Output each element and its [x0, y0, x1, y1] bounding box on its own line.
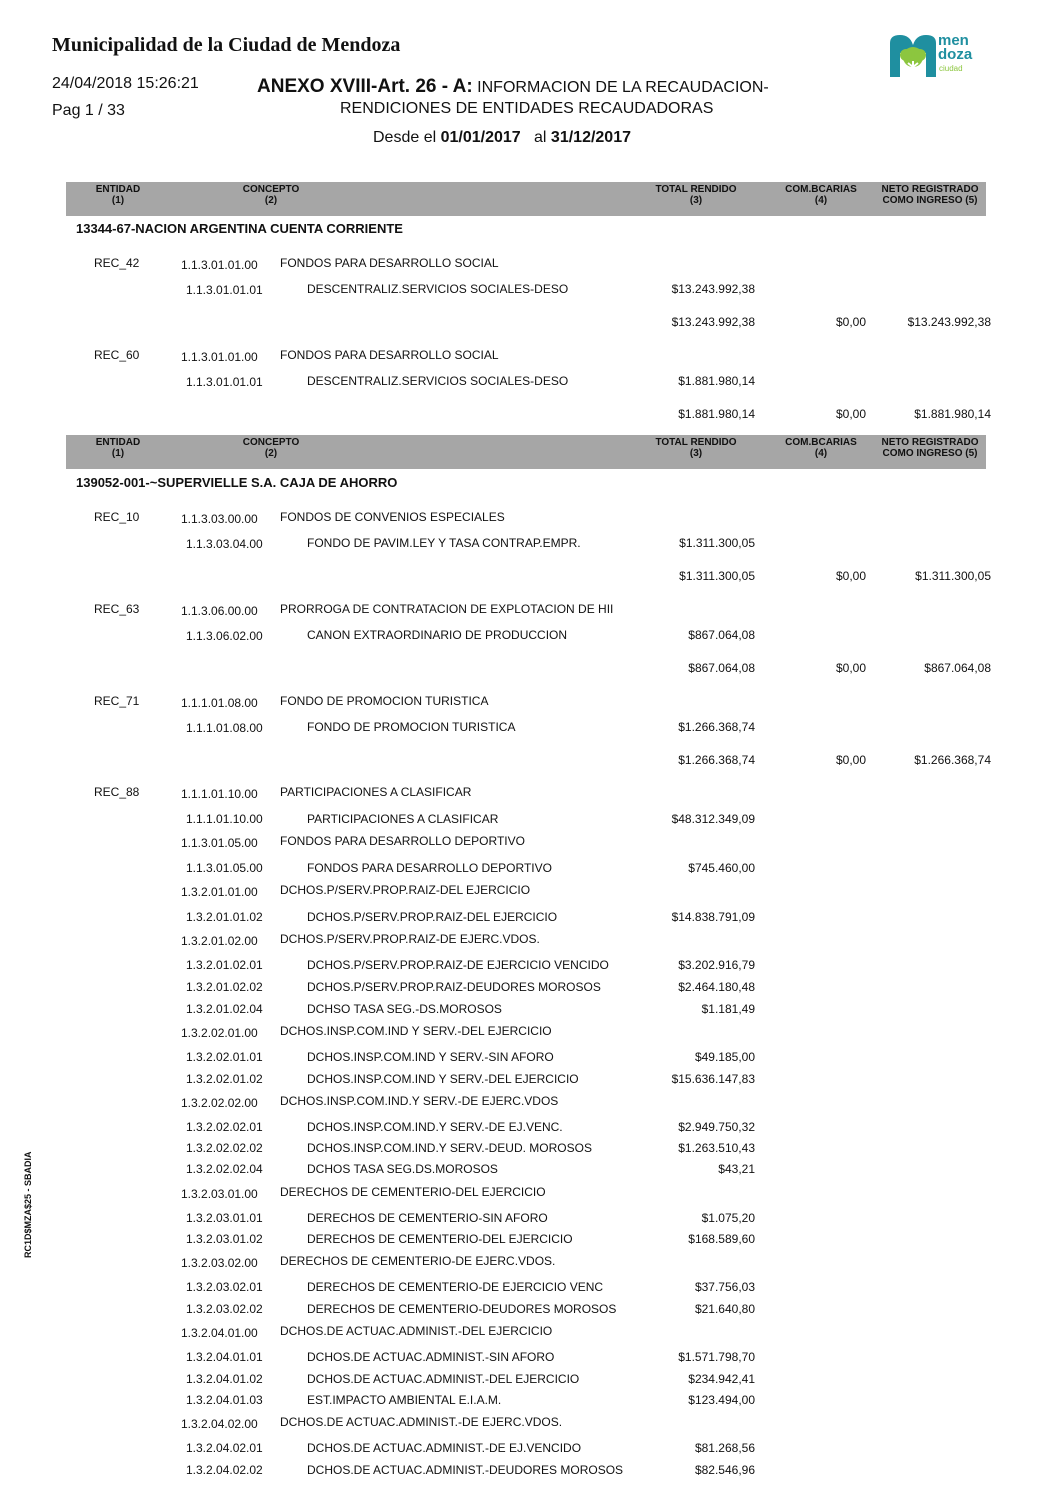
total-rendido: $1.881.980,14: [678, 407, 755, 421]
report-title: [257, 76, 769, 98]
sub-concept-desc: DESCENTRALIZ.SERVICIOS SOCIALES-DESO: [307, 282, 569, 296]
sub-amount: $21.640,80: [694, 1302, 755, 1316]
concept-code: 1.3.2.02.02.01: [186, 1120, 263, 1134]
col-total-rendido: TOTAL RENDIDO (3): [655, 437, 737, 459]
concept-code: 1.3.2.03.02.01: [186, 1280, 263, 1294]
page-indicator: Pag 1 / 33: [52, 102, 125, 119]
sub-concept-desc: DERECHOS DE CEMENTERIO-DEL EJERCICIO: [307, 1232, 573, 1246]
concept-code: 1.3.2.04.01.01: [186, 1350, 263, 1364]
concept-code: 1.3.2.01.02.02: [186, 980, 263, 994]
concept-code: 1.3.2.04.01.00: [181, 1326, 258, 1340]
col-com-bcarias: COM.BCARIAS (4): [785, 437, 857, 459]
sub-concept-desc: DCHOS.INSP.COM.IND.Y SERV.-DEUD. MOROSOS: [307, 1141, 592, 1155]
concept-desc: DCHOS.INSP.COM.IND Y SERV.-DEL EJERCICIO: [280, 1024, 552, 1038]
concept-code: 1.1.3.01.05.00: [186, 861, 263, 875]
sub-concept-desc: DCHOS.DE ACTUAC.ADMINIST.-DE EJ.VENCIDO: [307, 1441, 582, 1455]
col-neto-registrado: NETO REGISTRADO COMO INGRESO (5): [881, 437, 979, 459]
com-bcarias: $0,00: [835, 315, 866, 329]
concept-code: 1.3.2.04.01.02: [186, 1372, 263, 1386]
sub-amount: $2.949.750,32: [678, 1120, 755, 1134]
concept-code: 1.3.2.02.01.00: [181, 1026, 258, 1040]
sub-concept-desc: DERECHOS DE CEMENTERIO-DEUDORES MOROSOS: [307, 1302, 617, 1316]
sub-concept-desc: DCHOS.P/SERV.PROP.RAIZ-DE EJERCICIO VENCIDO: [307, 958, 609, 972]
concept-code: 1.3.2.03.01.01: [186, 1211, 263, 1225]
report-title-bold: ANEXO XVIII-Art. 26 - A:: [257, 76, 473, 97]
total-rendido: $1.266.368,74: [678, 753, 755, 767]
sub-amount: $867.064,08: [688, 628, 755, 642]
neto-registrado: $1.881.980,14: [914, 407, 991, 421]
entity-title: 13344-67-NACION ARGENTINA CUENTA CORRIENTE: [76, 221, 403, 236]
sub-concept-desc: DCHOS.INSP.COM.IND Y SERV.-DEL EJERCICIO: [307, 1072, 579, 1086]
sub-concept-desc: DESCENTRALIZ.SERVICIOS SOCIALES-DESO: [307, 374, 569, 388]
concept-code: 1.3.2.04.02.00: [181, 1417, 258, 1431]
rec-code: REC_60: [94, 348, 140, 362]
neto-registrado: $1.266.368,74: [914, 753, 991, 767]
concept-code: 1.1.1.01.08.00: [181, 696, 258, 710]
concept-desc: FONDOS PARA DESARROLLO DEPORTIVO: [280, 834, 525, 848]
concept-code: 1.3.2.02.01.01: [186, 1050, 263, 1064]
range-to-label: al: [534, 129, 551, 146]
report-datetime: 24/04/2018 15:26:21: [52, 75, 199, 92]
rec-code: REC_71: [94, 694, 140, 708]
sub-concept-desc: CANON EXTRAORDINARIO DE PRODUCCION: [307, 628, 568, 642]
col-concepto: CONCEPTO (2): [242, 437, 300, 459]
sub-concept-code: 1.1.3.01.01.01: [186, 283, 263, 297]
concept-code: 1.1.3.01.05.00: [181, 836, 258, 850]
com-bcarias: $0,00: [835, 569, 866, 583]
sub-amount: $1.181,49: [701, 1002, 755, 1016]
concept-code: 1.3.2.02.02.02: [186, 1141, 263, 1155]
sub-concept-code: 1.1.3.06.02.00: [186, 629, 263, 643]
sub-amount: $37.756,03: [694, 1280, 755, 1294]
sub-concept-desc: DERECHOS DE CEMENTERIO-DE EJERCICIO VENC: [307, 1280, 604, 1294]
concept-code: 1.3.2.02.02.00: [181, 1096, 258, 1110]
sub-concept-desc: PARTICIPACIONES A CLASIFICAR: [307, 812, 499, 826]
total-rendido: $867.064,08: [688, 661, 755, 675]
concept-desc: FONDO DE PROMOCION TURISTICA: [280, 694, 489, 708]
sub-amount: $1.075,20: [701, 1211, 755, 1225]
concept-desc: DERECHOS DE CEMENTERIO-DEL EJERCICIO: [280, 1185, 546, 1199]
report-title-rest: INFORMACION DE LA RECAUDACION-: [472, 79, 769, 96]
sub-amount: $168.589,60: [688, 1232, 755, 1246]
sub-amount: $15.636.147,83: [671, 1072, 755, 1086]
sub-amount: $1.263.510,43: [678, 1141, 755, 1155]
sub-concept-desc: DCHSO TASA SEG.-DS.MOROSOS: [307, 1002, 502, 1016]
column-header-bar: [66, 435, 986, 469]
sub-amount: $3.202.916,79: [678, 958, 755, 972]
concept-desc: DCHOS.INSP.COM.IND.Y SERV.-DE EJERC.VDOS: [280, 1094, 559, 1108]
rec-code: REC_88: [94, 785, 140, 799]
concept-code: 1.3.2.03.01.00: [181, 1187, 258, 1201]
logo-text-ciudad: ciudad: [939, 64, 963, 73]
date-range: [373, 129, 631, 147]
sub-amount: $123.494,00: [688, 1393, 755, 1407]
logo-text-doza: doza: [938, 46, 973, 63]
concept-code: 1.1.3.06.00.00: [181, 604, 258, 618]
sub-amount: $82.546,96: [694, 1463, 755, 1477]
range-from: 01/01/2017: [440, 129, 521, 146]
concept-code: 1.3.2.01.01.00: [181, 885, 258, 899]
entity-title: 139052-001-~SUPERVIELLE S.A. CAJA DE AHORRO: [76, 475, 398, 490]
total-rendido: $1.311.300,05: [679, 569, 755, 583]
col-concepto: CONCEPTO (2): [242, 184, 300, 206]
concept-code: 1.3.2.03.02.00: [181, 1256, 258, 1270]
column-header-bar: [66, 182, 986, 216]
sub-concept-desc: FONDOS PARA DESARROLLO DEPORTIVO: [307, 861, 552, 875]
concept-code: 1.3.2.03.02.02: [186, 1302, 263, 1316]
sub-concept-desc: FONDO DE PROMOCION TURISTICA: [307, 720, 516, 734]
concept-code: 1.3.2.01.02.00: [181, 934, 258, 948]
concept-desc: FONDOS PARA DESARROLLO SOCIAL: [280, 348, 499, 362]
sub-concept-desc: DCHOS.P/SERV.PROP.RAIZ-DEL EJERCICIO: [307, 910, 558, 924]
col-entidad: ENTIDAD (1): [95, 184, 141, 206]
sub-amount: $81.268,56: [694, 1441, 755, 1455]
report-subtitle: RENDICIONES DE ENTIDADES RECAUDADORAS: [340, 100, 714, 117]
sub-amount: $2.464.180,48: [678, 980, 755, 994]
concept-code: 1.3.2.01.02.01: [186, 958, 263, 972]
neto-registrado: $1.311.300,05: [915, 569, 991, 583]
sub-concept-desc: EST.IMPACTO AMBIENTAL E.I.A.M.: [307, 1393, 502, 1407]
sub-concept-code: 1.1.3.03.04.00: [186, 537, 263, 551]
concept-desc: DCHOS.DE ACTUAC.ADMINIST.-DE EJERC.VDOS.: [280, 1415, 563, 1429]
rec-code: REC_63: [94, 602, 140, 616]
concept-desc: DCHOS.P/SERV.PROP.RAIZ-DE EJERC.VDOS.: [280, 932, 540, 946]
sub-concept-code: 1.1.1.01.08.00: [186, 721, 263, 735]
concept-code: 1.1.3.03.00.00: [181, 512, 258, 526]
concept-code: 1.3.2.02.01.02: [186, 1072, 263, 1086]
logo-text-men: men: [938, 32, 969, 49]
concept-desc: DCHOS.P/SERV.PROP.RAIZ-DEL EJERCICIO: [280, 883, 531, 897]
sub-concept-desc: DCHOS TASA SEG.DS.MOROSOS: [307, 1162, 498, 1176]
com-bcarias: $0,00: [835, 753, 866, 767]
sub-concept-desc: DCHOS.INSP.COM.IND.Y SERV.-DE EJ.VENC.: [307, 1120, 563, 1134]
concept-code: 1.3.2.02.02.04: [186, 1162, 263, 1176]
col-total-rendido: TOTAL RENDIDO (3): [655, 184, 737, 206]
concept-code: 1.3.2.03.01.02: [186, 1232, 263, 1246]
sub-concept-desc: DCHOS.DE ACTUAC.ADMINIST.-DEL EJERCICIO: [307, 1372, 580, 1386]
concept-code: 1.1.1.01.10.00: [186, 812, 263, 826]
concept-code: 1.1.3.01.01.00: [181, 350, 258, 364]
neto-registrado: $13.243.992,38: [907, 315, 991, 329]
sub-concept-desc: DCHOS.DE ACTUAC.ADMINIST.-SIN AFORO: [307, 1350, 555, 1364]
concept-code: 1.1.1.01.10.00: [181, 787, 258, 801]
range-from-label: Desde el: [373, 129, 441, 146]
rec-code: REC_42: [94, 256, 140, 270]
col-com-bcarias: COM.BCARIAS (4): [785, 184, 857, 206]
concept-code: 1.1.3.01.01.00: [181, 258, 258, 272]
concept-desc: DCHOS.DE ACTUAC.ADMINIST.-DEL EJERCICIO: [280, 1324, 553, 1338]
mendoza-logo: [888, 33, 988, 81]
sub-concept-code: 1.1.3.01.01.01: [186, 375, 263, 389]
sub-amount: $14.838.791,09: [671, 910, 755, 924]
concept-code: 1.3.2.04.02.01: [186, 1441, 263, 1455]
com-bcarias: $0,00: [835, 407, 866, 421]
com-bcarias: $0,00: [835, 661, 866, 675]
sub-amount: $234.942,41: [688, 1372, 755, 1386]
sub-concept-desc: DCHOS.INSP.COM.IND Y SERV.-SIN AFORO: [307, 1050, 554, 1064]
sub-concept-desc: FONDO DE PAVIM.LEY Y TASA CONTRAP.EMPR.: [307, 536, 581, 550]
sub-concept-desc: DERECHOS DE CEMENTERIO-SIN AFORO: [307, 1211, 548, 1225]
concept-desc: DERECHOS DE CEMENTERIO-DE EJERC.VDOS.: [280, 1254, 556, 1268]
sub-amount: $745.460,00: [688, 861, 755, 875]
sub-amount: $1.266.368,74: [678, 720, 755, 734]
sub-amount: $43,21: [718, 1162, 755, 1176]
concept-code: 1.3.2.04.01.03: [186, 1393, 263, 1407]
concept-code: 1.3.2.01.01.02: [186, 910, 263, 924]
sub-amount: $48.312.349,09: [671, 812, 755, 826]
col-entidad: ENTIDAD (1): [95, 437, 141, 459]
rec-code: REC_10: [94, 510, 140, 524]
side-code-label: RC1D$MZA$25 - SBADIA: [23, 1151, 33, 1258]
sub-amount: $1.311.300,05: [679, 536, 755, 550]
range-to: 31/12/2017: [550, 129, 631, 146]
sub-amount: $49.185,00: [694, 1050, 755, 1064]
concept-desc: PARTICIPACIONES A CLASIFICAR: [280, 785, 472, 799]
sub-amount: $1.571.798,70: [678, 1350, 755, 1364]
total-rendido: $13.243.992,38: [671, 315, 755, 329]
col-neto-registrado: NETO REGISTRADO COMO INGRESO (5): [881, 184, 979, 206]
sub-concept-desc: DCHOS.P/SERV.PROP.RAIZ-DEUDORES MOROSOS: [307, 980, 601, 994]
sub-concept-desc: DCHOS.DE ACTUAC.ADMINIST.-DEUDORES MOROSOS: [307, 1463, 624, 1477]
concept-desc: PRORROGA DE CONTRATACION DE EXPLOTACION DE HII: [280, 602, 614, 616]
neto-registrado: $867.064,08: [924, 661, 991, 675]
sub-amount: $1.881.980,14: [678, 374, 755, 388]
organization-title: Municipalidad de la Ciudad de Mendoza: [52, 34, 401, 56]
concept-desc: FONDOS PARA DESARROLLO SOCIAL: [280, 256, 499, 270]
concept-desc: FONDOS DE CONVENIOS ESPECIALES: [280, 510, 505, 524]
sub-amount: $13.243.992,38: [671, 282, 755, 296]
concept-code: 1.3.2.01.02.04: [186, 1002, 263, 1016]
concept-code: 1.3.2.04.02.02: [186, 1463, 263, 1477]
